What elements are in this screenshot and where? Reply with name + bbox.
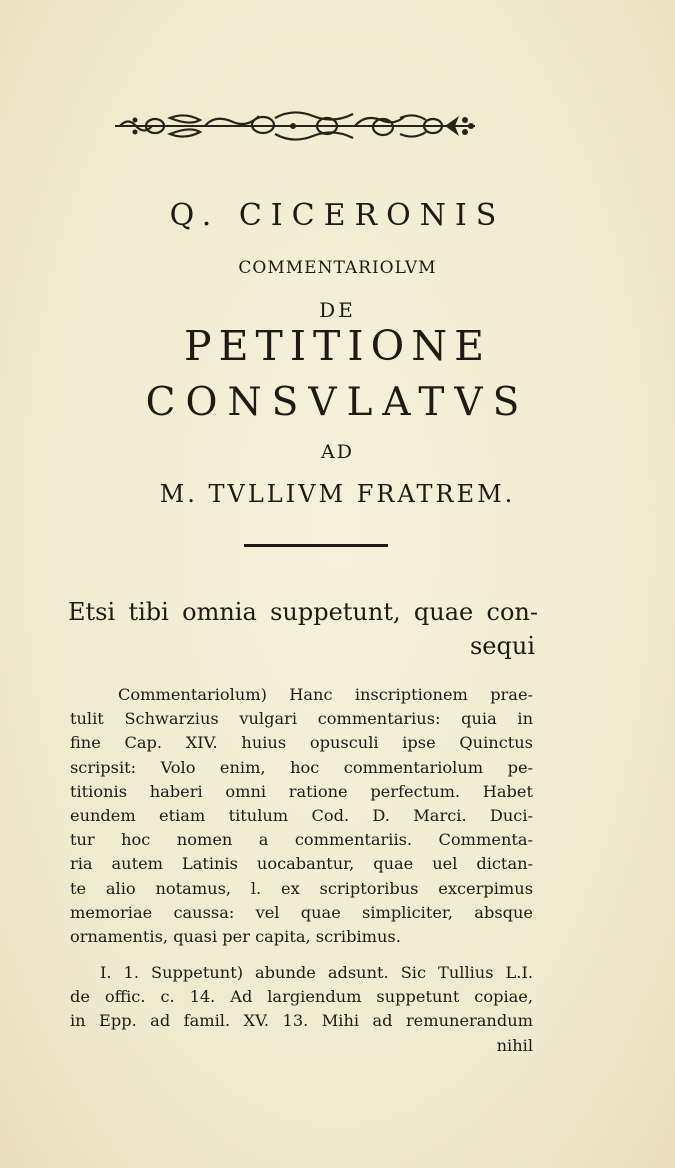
note-line: fine Cap. XIV. huius opusculi ipse Quinctus bbox=[70, 733, 533, 753]
title-line-author: Q. CICERONIS bbox=[169, 198, 506, 233]
title-line-commentariolum: COMMENTARIOLVM bbox=[238, 258, 437, 278]
note-line: scripsit: Volo enim, hoc commentariolum pe- bbox=[70, 757, 533, 777]
note-line: te alio notamus, l. ex scriptoribus excerpimus bbox=[70, 878, 533, 898]
note-line: in Epp. ad famil. XV. 13. Mihi ad remunerandum bbox=[70, 1011, 533, 1031]
note-line: Commentariolum) Hanc inscriptionem prae- bbox=[118, 685, 533, 704]
note-line: ornamentis, quasi per capita, scribimus. bbox=[70, 926, 401, 946]
title-line-recipient: M. TVLLIVM FRATREM. bbox=[159, 480, 516, 508]
note-line: tulit Schwarzius vulgari commentarius: quia in bbox=[70, 709, 533, 729]
note-line: eundem etiam titulum Cod. D. Marci. Duci- bbox=[70, 805, 533, 825]
note-line: ria autem Latinis uocabantur, quae uel dictan- bbox=[70, 854, 533, 874]
catchword: nihil bbox=[496, 1035, 533, 1055]
divider-rule bbox=[244, 544, 388, 547]
main-text-line-1: Etsi tibi omnia suppetunt, quae con- bbox=[68, 598, 538, 626]
note-line: titionis haberi omni ratione perfectum. Habet bbox=[70, 781, 533, 801]
note-line: de offic. c. 14. Ad largiendum suppetunt copiae, bbox=[70, 987, 533, 1007]
footnotes bbox=[70, 683, 533, 1058]
title-line-de: DE bbox=[319, 298, 356, 322]
floral-ornament-icon bbox=[115, 108, 475, 144]
note-line: I. 1. Suppetunt) abunde adsunt. Sic Tullius L.I. bbox=[100, 963, 533, 983]
title-line-consulatus: CONSVLATVS bbox=[145, 380, 530, 425]
title-line-ad: AD bbox=[321, 441, 354, 463]
title-line-petitione: PETITIONE bbox=[183, 322, 492, 370]
note-line: tur hoc nomen a commentariis. Commenta- bbox=[70, 830, 533, 850]
main-text-line-2: sequi bbox=[469, 632, 535, 660]
note-line: memoriae caussa: vel quae simpliciter, absque bbox=[70, 902, 533, 922]
